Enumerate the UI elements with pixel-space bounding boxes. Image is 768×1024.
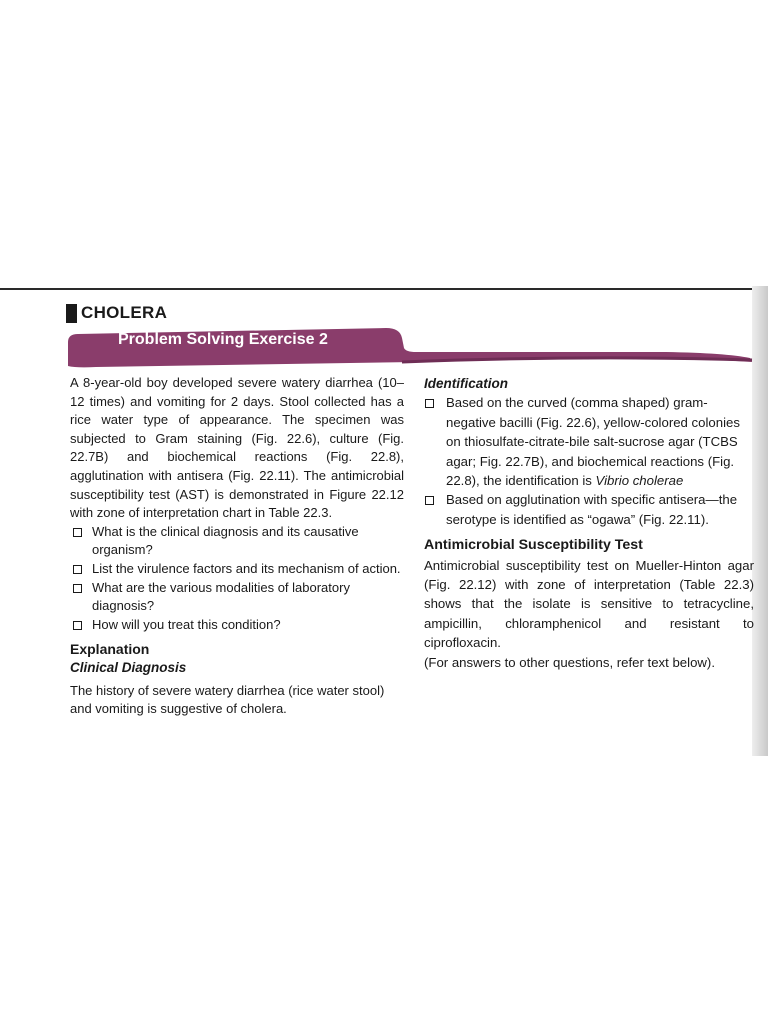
- identification-heading: Identification: [424, 376, 508, 391]
- right-column: [424, 374, 754, 672]
- clinical-diagnosis-heading: Clinical Diagnosis: [70, 659, 187, 675]
- identification-text: Based on the curved (comma shaped) gram-negative bacilli (Fig. 22.6), yellow-colored colonies on thiosulfate-citrate-bile salt-sucrose agar (TCBS agar; Fig. 22.7B), and biochemical reactions (Fig. 22.8), the identification is: [446, 395, 740, 489]
- checkbox-square-icon: [73, 565, 82, 574]
- checkbox-square-icon: [425, 399, 434, 408]
- ast-heading: Antimicrobial Susceptibility Test: [424, 537, 643, 554]
- page-edge-line: [0, 288, 768, 290]
- question-item: [70, 560, 404, 579]
- checkbox-square-icon: [73, 584, 82, 593]
- left-column: [70, 374, 404, 719]
- question-item: [70, 616, 404, 635]
- question-text: What are the various modalities of laboratory diagnosis?: [92, 579, 350, 614]
- question-text: What is the clinical diagnosis and its causative organism?: [92, 523, 359, 558]
- explanation-heading: Explanation: [70, 641, 150, 658]
- case-description: A 8-year-old boy developed severe watery diarrhea (10–12 times) and vomiting for 2 days. Stool collected has a rice water type of appearance. The specimen was subjected to Gram staining (Fig. 22.6), culture (Fig. 22.7B) and biochemical reactions (Fig. 22.8), agglutination with antisera (Fig. 22.11). The antimicrobial susceptibility test (AST) is demonstrated in Figure 22.12 with zone of interpretation chart in Table 22.3.: [70, 375, 404, 521]
- identification-item: [424, 393, 754, 490]
- section-title: CHOLERA: [81, 303, 168, 322]
- question-list: [70, 523, 404, 635]
- ast-text: Antimicrobial susceptibility test on Mueller-Hinton agar (Fig. 22.12) with zone of interpretation (Table 22.3) shows that the isolate is sensitive to tetracycline, ampicillin, chloramphenicol and resistant to ciprofloxacin.: [424, 557, 754, 651]
- identification-text: Based on agglutination with specific antisera—the serotype is identified as “ogawa” (Fig. 22.11).: [446, 492, 738, 527]
- banner-title: Problem Solving Exercise 2: [118, 331, 328, 348]
- answers-note: (For answers to other questions, refer text below).: [424, 654, 715, 670]
- exercise-banner: [66, 322, 756, 372]
- section-heading: [66, 303, 167, 323]
- checkbox-square-icon: [73, 528, 82, 537]
- question-item: [70, 523, 404, 560]
- clinical-diagnosis-text: The history of severe watery diarrhea (rice water stool) and vomiting is suggestive of cholera.: [70, 682, 385, 717]
- identification-list: [424, 393, 754, 529]
- checkbox-square-icon: [425, 496, 434, 505]
- identification-item: [424, 490, 754, 529]
- organism-name: Vibrio cholerae: [595, 473, 684, 489]
- question-text: List the virulence factors and its mechanism of action.: [92, 560, 401, 576]
- question-text: How will you treat this condition?: [92, 616, 281, 632]
- checkbox-square-icon: [73, 621, 82, 630]
- section-marker-icon: [66, 304, 77, 323]
- question-item: [70, 579, 404, 616]
